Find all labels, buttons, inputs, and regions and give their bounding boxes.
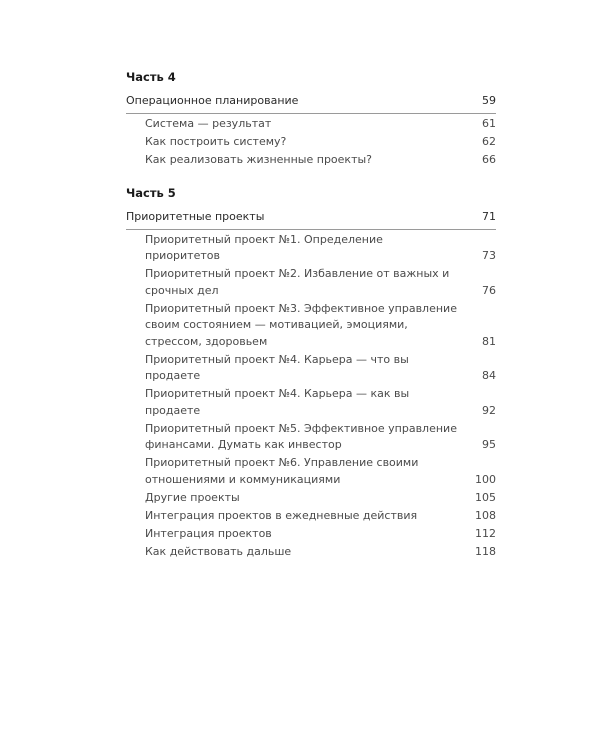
chapter-title: Операционное планирование <box>126 94 299 107</box>
part-5-block <box>126 184 496 560</box>
toc-entry[interactable] <box>126 455 496 488</box>
entry-list <box>126 232 496 561</box>
entry-title: Приоритетный проект №4. Карьера — как вы продаете <box>145 387 410 417</box>
entry-page-number: 66 <box>482 152 496 166</box>
entry-title: Как действовать дальше <box>145 544 292 558</box>
entry-title: Другие проекты <box>145 490 240 504</box>
entry-title: Интеграция проектов в ежедневные действия <box>145 508 418 522</box>
part-heading: Часть 5 <box>126 186 176 200</box>
entry-title: Как реализовать жизненные проекты? <box>145 152 372 166</box>
chapter-title: Приоритетные проекты <box>126 210 265 223</box>
table-of-contents <box>126 68 496 562</box>
entry-title: Приоритетный проект №2. Избавление от важных и срочных дел <box>145 267 450 297</box>
entry-page-number: 95 <box>482 438 496 451</box>
part-4-block <box>126 68 496 168</box>
entry-page-number: 92 <box>482 403 496 417</box>
chapter-page-number: 71 <box>482 210 496 223</box>
entry-page-number: 118 <box>475 544 496 558</box>
chapter-page-number: 59 <box>482 94 496 107</box>
entry-page-number: 76 <box>482 283 496 297</box>
entry-page-number: 81 <box>482 334 496 348</box>
toc-entry[interactable] <box>126 116 496 133</box>
entry-title: Приоритетный проект №3. Эффективное управление своим состоянием — мотивацией, эмоциями, стрессом, здоровьем <box>145 301 457 348</box>
toc-entry[interactable] <box>126 526 496 543</box>
toc-entry[interactable] <box>126 232 496 265</box>
entry-page-number: 112 <box>475 526 496 540</box>
entry-page-number: 100 <box>475 472 496 486</box>
entry-page-number: 61 <box>482 116 496 130</box>
toc-entry[interactable] <box>126 544 496 561</box>
toc-entry[interactable] <box>126 152 496 169</box>
toc-entry[interactable] <box>126 386 496 419</box>
entry-title: Приоритетный проект №5. Эффективное управление финансами. Думать как инвестор <box>145 421 457 451</box>
entry-title: Приоритетный проект №4. Карьера — что вы продаете <box>145 352 409 382</box>
entry-page-number: 108 <box>475 508 496 522</box>
entry-title: Приоритетный проект №1. Определение приоритетов <box>145 232 383 262</box>
chapter-row[interactable] <box>126 209 496 230</box>
entry-list <box>126 116 496 169</box>
toc-entry[interactable] <box>126 301 496 351</box>
entry-title: Как построить систему? <box>145 134 287 148</box>
toc-entry[interactable] <box>126 508 496 525</box>
toc-entry[interactable] <box>126 490 496 507</box>
toc-entry[interactable] <box>126 352 496 385</box>
entry-page-number: 73 <box>482 249 496 262</box>
part-heading: Часть 4 <box>126 70 176 84</box>
toc-entry[interactable] <box>126 134 496 151</box>
toc-entry[interactable] <box>126 421 496 454</box>
toc-entry[interactable] <box>126 266 496 299</box>
entry-page-number: 84 <box>482 369 496 382</box>
entry-page-number: 62 <box>482 134 496 148</box>
entry-title: Система — результат <box>145 116 272 130</box>
entry-title: Интеграция проектов <box>145 526 272 540</box>
chapter-row[interactable] <box>126 93 496 114</box>
entry-title: Приоритетный проект №6. Управление своими отношениями и коммуникациями <box>145 456 419 486</box>
entry-page-number: 105 <box>475 490 496 504</box>
